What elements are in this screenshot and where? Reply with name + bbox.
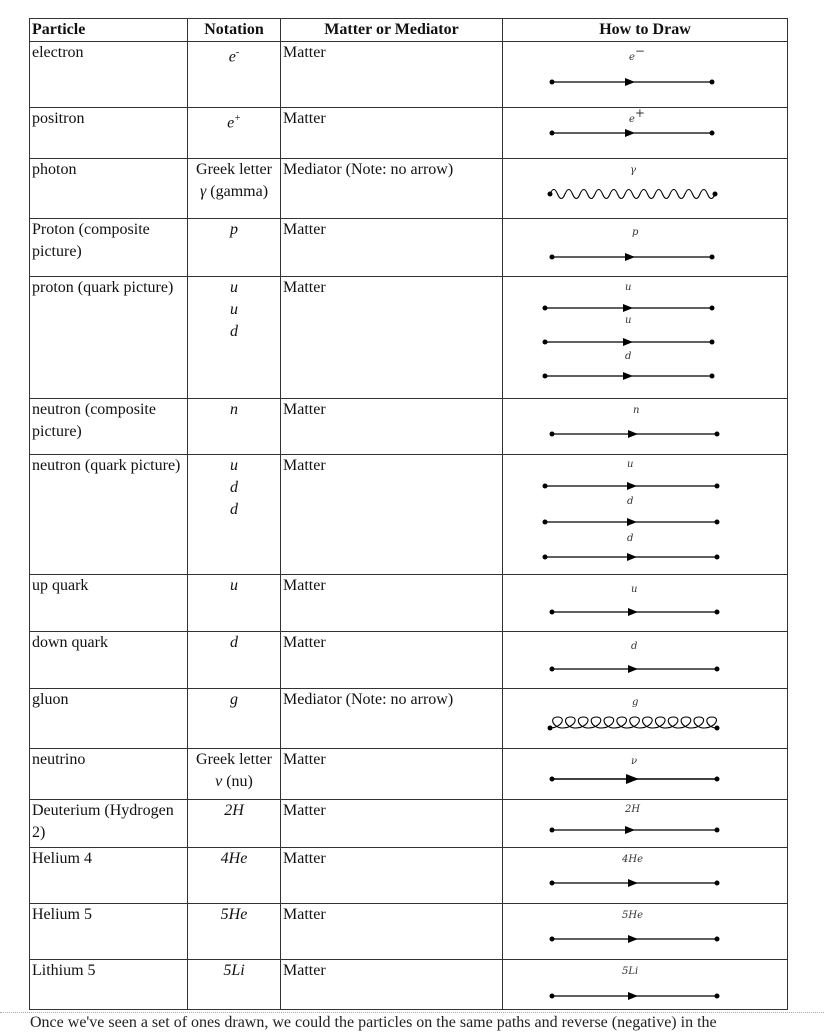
- neutron-quark-diagram: [505, 455, 790, 573]
- diagram-cell: [503, 277, 788, 399]
- type: Matter: [281, 848, 503, 904]
- notation: 4He: [188, 848, 281, 904]
- diagram-cell: [503, 749, 788, 800]
- particle-name: neutron (quark picture): [30, 455, 188, 575]
- notation: n: [188, 399, 281, 455]
- table-row: [30, 455, 788, 575]
- particle-name: Helium 5: [30, 904, 188, 960]
- type: Matter: [281, 277, 503, 399]
- notation: d: [188, 632, 281, 689]
- particle-table: [29, 18, 788, 1010]
- electron-line-diagram: [505, 42, 790, 106]
- header-matter: Matter or Mediator: [281, 19, 503, 42]
- line-label: u: [625, 315, 632, 326]
- diagram-cell: [503, 848, 788, 904]
- diagram-cell: [503, 800, 788, 848]
- particle-name: Helium 4: [30, 848, 188, 904]
- gluon-curly-diagram: [505, 689, 790, 747]
- helium5-line-diagram: [505, 904, 790, 958]
- table-row: [30, 399, 788, 455]
- particle-name: neutron (composite picture): [30, 399, 188, 455]
- particle-name: proton (quark picture): [30, 277, 188, 399]
- diagram-cell: [503, 960, 788, 1010]
- line-label: 2H: [625, 804, 641, 815]
- line-label: ν: [631, 756, 638, 767]
- particle-name: Lithium 5: [30, 960, 188, 1010]
- table-row: [30, 904, 788, 960]
- table-row: [30, 42, 788, 108]
- notation: e-: [188, 42, 281, 108]
- type: Matter: [281, 632, 503, 689]
- type: Matter: [281, 42, 503, 108]
- footer-paragraph: Once we've seen a set of ones drawn, we could the particles on the same paths and reverse (negative) in the: [30, 1014, 717, 1031]
- notation: e+: [188, 108, 281, 159]
- notation: 2H: [188, 800, 281, 848]
- deuterium-line-diagram: [505, 800, 790, 847]
- line-label: d: [627, 496, 634, 507]
- diagram-cell: [503, 399, 788, 455]
- particle-name: up quark: [30, 575, 188, 632]
- notation: p: [188, 219, 281, 277]
- line-label: g: [632, 697, 639, 708]
- helium4-line-diagram: [505, 848, 790, 902]
- diagram-cell: [503, 632, 788, 689]
- line-label: d: [631, 641, 638, 652]
- particle-name: gluon: [30, 689, 188, 749]
- diagram-cell: [503, 455, 788, 575]
- type: Matter: [281, 800, 503, 848]
- positron-line-diagram: [505, 108, 790, 158]
- particle-name: positron: [30, 108, 188, 159]
- down-quark-diagram: [505, 632, 790, 687]
- line-label: e+: [629, 108, 645, 125]
- diagram-cell: [503, 904, 788, 960]
- diagram-cell: [503, 689, 788, 749]
- notation: u d d: [188, 455, 281, 575]
- line-label: d: [625, 351, 632, 362]
- table-row: [30, 108, 788, 159]
- diagram-cell: [503, 42, 788, 108]
- type: Matter: [281, 904, 503, 960]
- type: Matter: [281, 399, 503, 455]
- type: Matter: [281, 455, 503, 575]
- line-label: γ: [630, 165, 636, 176]
- lithium5-line-diagram: [505, 960, 790, 1008]
- header-particle: Particle: [30, 19, 188, 42]
- diagram-cell: [503, 219, 788, 277]
- type: Matter: [281, 749, 503, 800]
- table-row: [30, 749, 788, 800]
- type: Matter: [281, 960, 503, 1010]
- up-quark-diagram: [505, 575, 790, 630]
- notation: Greek letter ν (nu): [188, 749, 281, 800]
- table-row: [30, 632, 788, 689]
- type: Matter: [281, 575, 503, 632]
- line-label: p: [632, 227, 639, 238]
- header-row: [30, 19, 788, 42]
- header-notation: Notation: [188, 19, 281, 42]
- particle-name: Proton (composite picture): [30, 219, 188, 277]
- table-row: [30, 159, 788, 219]
- table-row: [30, 689, 788, 749]
- type: Mediator (Note: no arrow): [281, 159, 503, 219]
- line-label: u: [625, 282, 632, 293]
- line-label: u: [631, 584, 638, 595]
- notation: g: [188, 689, 281, 749]
- notation: 5Li: [188, 960, 281, 1010]
- diagram-cell: [503, 159, 788, 219]
- table-row: [30, 219, 788, 277]
- diagram-cell: [503, 575, 788, 632]
- particle-name: down quark: [30, 632, 188, 689]
- table-row: [30, 848, 788, 904]
- notation: u: [188, 575, 281, 632]
- diagram-cell: [503, 108, 788, 159]
- proton-line-diagram: [505, 219, 790, 275]
- header-draw: How to Draw: [503, 19, 788, 42]
- table-row: [30, 575, 788, 632]
- particle-name: electron: [30, 42, 188, 108]
- particle-name: photon: [30, 159, 188, 219]
- neutron-line-diagram: [505, 399, 790, 453]
- table-row: [30, 277, 788, 399]
- neutrino-line-diagram: [505, 749, 790, 799]
- line-label: 5Li: [622, 966, 639, 977]
- particle-name: neutrino: [30, 749, 188, 800]
- type: Matter: [281, 219, 503, 277]
- particle-name: Deuterium (Hydrogen 2): [30, 800, 188, 848]
- line-label: u: [627, 459, 634, 470]
- table-row: [30, 960, 788, 1010]
- line-label: 5He: [622, 910, 644, 921]
- line-label: e−: [629, 44, 645, 63]
- line-label: n: [633, 405, 640, 416]
- line-label: 4He: [622, 854, 644, 865]
- line-label: d: [627, 533, 634, 544]
- type: Mediator (Note: no arrow): [281, 689, 503, 749]
- table-row: [30, 800, 788, 848]
- notation: Greek letter γ (gamma): [188, 159, 281, 219]
- proton-quark-diagram: [505, 277, 790, 397]
- notation: u u d: [188, 277, 281, 399]
- notation: 5He: [188, 904, 281, 960]
- photon-wavy-diagram: [505, 159, 790, 217]
- type: Matter: [281, 108, 503, 159]
